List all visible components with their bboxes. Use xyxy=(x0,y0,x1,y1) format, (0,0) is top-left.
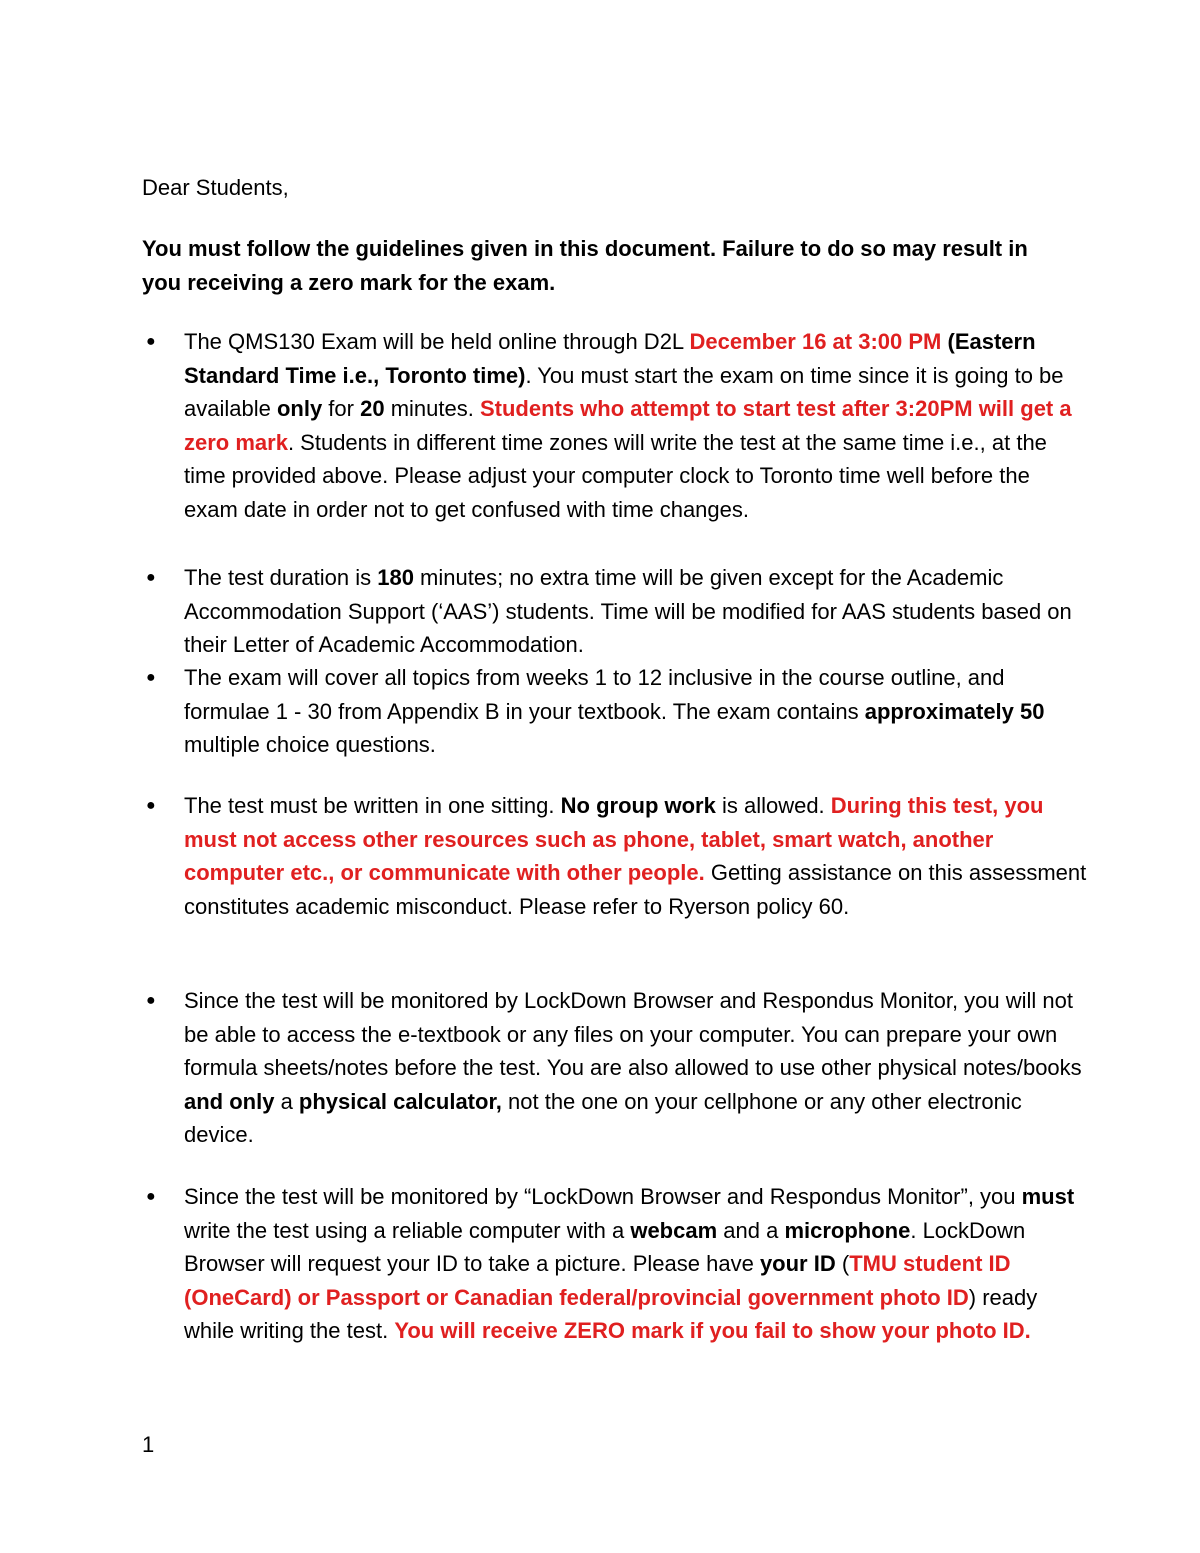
bullet-dot-icon: ● xyxy=(146,569,156,586)
page-number: 1 xyxy=(142,1432,155,1457)
text-run-normal: . You must start the exam on time since it is going to be available xyxy=(184,362,1064,421)
text-run-red: Students who attempt to start test after 3:20PM will get a zero mark xyxy=(184,396,1072,455)
bullet-dot-icon: ● xyxy=(146,333,156,350)
text-run-normal: Getting assistance on this assessment constitutes academic misconduct. Please refer to Ryerson policy 60. xyxy=(184,860,1087,919)
text-run-red: December 16 at 3:00 PM xyxy=(689,329,942,354)
text-run-normal: for xyxy=(322,396,361,421)
text-run-normal: is allowed. xyxy=(715,793,831,818)
text-run-bold: 20 xyxy=(360,396,385,421)
text-run-red: During this test, you must not access other resources such as phone, tablet, smart watch, another computer etc., or communicate with other people. xyxy=(184,793,1044,885)
text-run-normal: ) ready while writing the test. xyxy=(184,1284,1038,1343)
bullet-text xyxy=(184,665,1044,757)
text-run-bold: approximately 50 xyxy=(864,698,1045,724)
bullet-dot-icon: ● xyxy=(146,669,156,686)
bullet-dot-icon: ● xyxy=(146,992,156,1009)
text-run-normal: multiple choice questions. xyxy=(184,732,436,757)
text-run-normal: ( xyxy=(835,1251,850,1276)
salutation: Dear Students, xyxy=(142,175,289,200)
text-run-normal: The test must be written in one sitting. xyxy=(184,793,561,818)
bullet-item-lockdown-resources xyxy=(146,984,1089,1152)
text-run-normal: . Students in different time zones will write the test at the same time i.e., at the time provided above. Please adjust your computer clock to Toronto time well before the exam date in order not to get confused with time changes. xyxy=(184,429,1047,522)
text-run-red: TMU student ID (OneCard) or Passport or Canadian federal/provincial government photo ID xyxy=(184,1251,1011,1310)
text-run-bold: 180 xyxy=(377,565,414,590)
text-run-bold: and only xyxy=(184,1088,275,1114)
text-run-bold: (Eastern Standard Time i.e., Toronto time) xyxy=(184,329,1036,388)
text-run-bold: webcam xyxy=(630,1217,718,1243)
intro-warning: You must follow the guidelines given in this document. Failure to do so may result in you receiving a zero mark for the exam. xyxy=(142,236,1028,295)
text-run-bold: your ID xyxy=(759,1251,836,1276)
bullet-item-exam-time xyxy=(146,325,1089,526)
text-run-normal: minutes; no extra time will be given except for the Academic Accommodation Support (‘AAS’) students. Time will be modified for AAS students based on their Letter of Academic Accommodation. xyxy=(184,565,1072,657)
text-run-normal: and a xyxy=(717,1217,785,1243)
bullet-text xyxy=(184,1184,1074,1343)
bullet-item-webcam-id xyxy=(146,1180,1089,1348)
text-run-bold: only xyxy=(276,396,323,421)
text-run-normal: Since the test will be monitored by “LockDown Browser and Respondus Monitor”, you xyxy=(184,1184,1022,1209)
text-run-bold: must xyxy=(1021,1184,1075,1209)
bullet-item-sitting xyxy=(146,789,1089,923)
text-run-normal: The test duration is xyxy=(184,565,378,590)
bullet-text xyxy=(184,793,1086,919)
text-run-normal: not the one on your cellphone or any other electronic device. xyxy=(184,1088,1022,1147)
bullet-item-topics xyxy=(146,661,1089,762)
text-run-normal: a xyxy=(274,1088,299,1114)
bullet-item-duration xyxy=(146,561,1089,662)
text-run-bold: microphone xyxy=(784,1217,911,1243)
text-run-normal: minutes. xyxy=(384,396,480,421)
bullet-text xyxy=(184,988,1082,1147)
text-run-normal: The exam will cover all topics from weeks 1 to 12 inclusive in the course outline, and formulae 1 - 30 from Appendix B in your textbook. The exam contains xyxy=(184,665,1005,724)
text-run-normal: The QMS130 Exam will be held online through D2L xyxy=(184,329,690,354)
text-run-bold: physical calculator, xyxy=(298,1088,502,1114)
bullet-dot-icon: ● xyxy=(146,1188,156,1205)
bullet-text xyxy=(184,565,1072,657)
text-run-normal: . LockDown Browser will request your ID to take a picture. Please have xyxy=(184,1217,1026,1276)
bullet-dot-icon: ● xyxy=(146,797,156,814)
text-run-normal: Since the test will be monitored by LockDown Browser and Respondus Monitor, you will not be able to access the e-textbook or any files on your computer. You can prepare your own formula sheets/notes before the test. You are also allowed to use other physical notes/books xyxy=(184,988,1082,1080)
bullet-text xyxy=(184,329,1072,522)
text-run-red: You will receive ZERO mark if you fail to show your photo ID. xyxy=(394,1318,1031,1343)
text-run-bold: No group work xyxy=(560,793,716,818)
text-run-normal: write the test using a reliable computer with a xyxy=(184,1217,631,1243)
